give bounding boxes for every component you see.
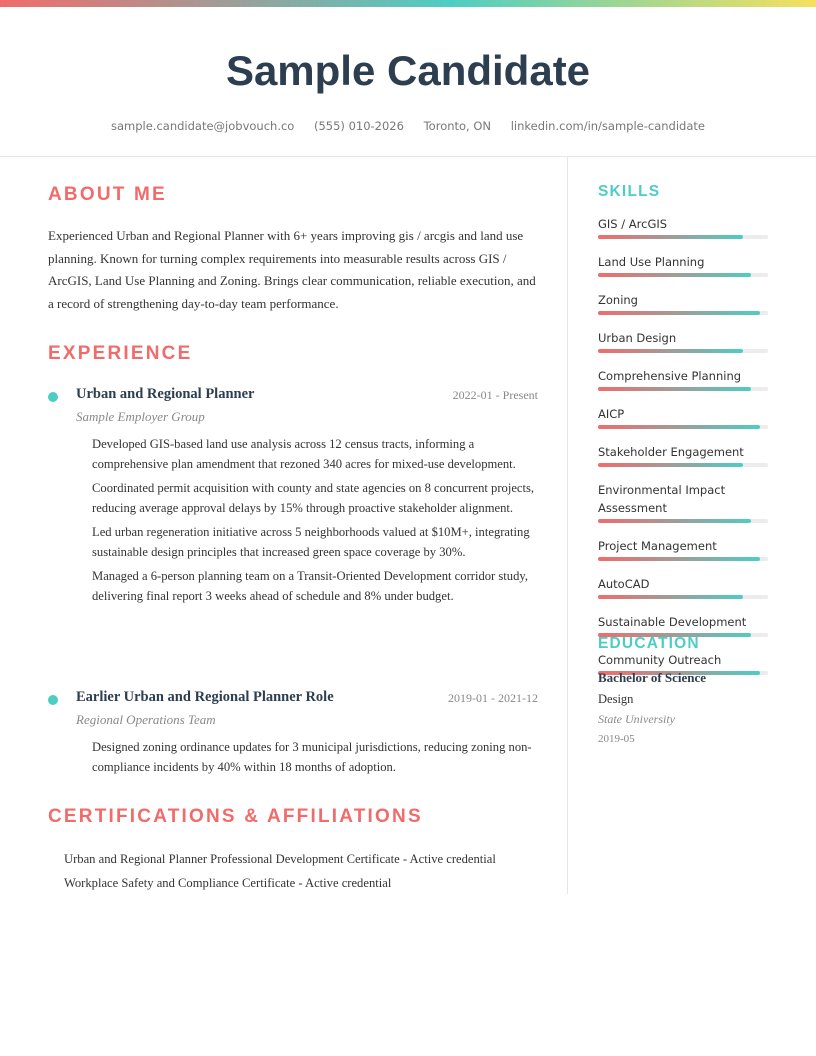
education-entry xyxy=(598,668,768,749)
job-bullets xyxy=(92,434,538,610)
about-heading: ABOUT ME xyxy=(48,184,167,205)
about-text: Experienced Urban and Regional Planner with 6+ years improving gis / arcgis and land use planning. Known for turning complex requirements into measurable results across GIS / ArcGIS, Land Use Planning and Zoning. Brings clear communication, reliable execution, and a record of strengthening day-to-day team performance. xyxy=(48,228,536,311)
job-bullet: Developed GIS-based land use analysis across 12 census tracts, informing a comprehensive plan amendment that rezoned 340 acres for mixed-use development. xyxy=(92,437,516,471)
skill-item xyxy=(598,291,768,315)
resume-header xyxy=(0,7,816,157)
skill-item xyxy=(598,405,768,429)
experience-heading: EXPERIENCE xyxy=(48,343,193,364)
skill-name: AutoCAD xyxy=(598,577,650,591)
job-bullets xyxy=(92,737,538,781)
contact-line xyxy=(0,119,816,133)
skill-name: Zoning xyxy=(598,293,638,307)
skill-level-fill xyxy=(598,311,760,315)
skill-level-fill xyxy=(598,595,743,599)
candidate-name: Sample Candidate xyxy=(225,47,591,94)
job-bullet: Coordinated permit acquisition with county and state agencies on 8 concurrent projects, reducing average approval delays by 15% through proactive stakeholder alignment. xyxy=(92,481,535,515)
skill-name: Environmental Impact Assessment xyxy=(598,483,726,515)
top-accent-bar xyxy=(0,0,816,7)
column-divider xyxy=(567,157,568,894)
job-employer: Regional Operations Team xyxy=(76,712,216,727)
contact-email: sample.candidate@jobvouch.co xyxy=(111,119,295,133)
skill-level-fill xyxy=(598,519,751,523)
skill-level-bar xyxy=(598,311,768,315)
skill-level-bar xyxy=(598,463,768,467)
education-school: State University xyxy=(598,712,675,726)
skill-level-bar xyxy=(598,595,768,599)
job-dates: 2019-01 - 2021-12 xyxy=(448,691,538,705)
skill-level-bar xyxy=(598,519,768,523)
education-heading: EDUCATION xyxy=(598,635,700,652)
skill-level-fill xyxy=(598,463,743,467)
skill-level-bar xyxy=(598,273,768,277)
skill-level-fill xyxy=(598,235,743,239)
skill-item xyxy=(598,329,768,353)
job-bullet: Led urban regeneration initiative across 5 neighborhoods valued at $10M+, integrating sustainable design principles that increased green space coverage by 30%. xyxy=(92,525,530,559)
job-bullet: Designed zoning ordinance updates for 3 municipal jurisdictions, reducing zoning non-compliance incidents by 40% within 18 months of adoption. xyxy=(92,740,532,774)
skill-name: Stakeholder Engagement xyxy=(598,445,744,459)
skill-name: AICP xyxy=(598,407,625,421)
skill-item xyxy=(598,537,768,561)
skill-level-bar xyxy=(598,235,768,239)
certifications-list xyxy=(64,847,538,895)
skill-name: GIS / ArcGIS xyxy=(598,217,668,231)
job-bullet: Managed a 6-person planning team on a Transit-Oriented Development corridor study, delivering final report 3 weeks ahead of schedule and 8% under budget. xyxy=(92,569,529,603)
certification-item: Urban and Regional Planner Professional Development Certificate - Active credential xyxy=(64,852,496,866)
skill-item xyxy=(598,613,768,637)
job-employer: Sample Employer Group xyxy=(76,409,205,424)
skill-item xyxy=(598,481,768,523)
skill-level-bar xyxy=(598,557,768,561)
education-degree: Bachelor of Science xyxy=(598,670,707,685)
skill-item xyxy=(598,575,768,599)
contact-location: Toronto, ON xyxy=(423,119,492,133)
contact-linkedin: linkedin.com/in/sample-candidate xyxy=(510,119,705,133)
timeline-dot xyxy=(48,392,58,402)
skills-list xyxy=(598,215,768,689)
job-dates: 2022-01 - Present xyxy=(452,388,538,402)
skill-name: Urban Design xyxy=(598,331,677,345)
skill-name: Sustainable Development xyxy=(598,615,747,629)
skill-item xyxy=(598,215,768,239)
timeline-dot xyxy=(48,695,58,705)
skill-item xyxy=(598,443,768,467)
skill-name: Comprehensive Planning xyxy=(598,369,742,383)
skills-heading: SKILLS xyxy=(598,183,661,200)
skill-item xyxy=(598,367,768,391)
certification-item: Workplace Safety and Compliance Certificate - Active credential xyxy=(64,876,392,890)
skill-name: Land Use Planning xyxy=(598,255,705,269)
skill-item xyxy=(598,253,768,277)
skill-level-fill xyxy=(598,557,760,561)
contact-phone: (555) 010-2026 xyxy=(314,119,404,133)
certifications-heading: CERTIFICATIONS & AFFILIATIONS xyxy=(48,806,423,827)
skill-name: Community Outreach xyxy=(598,653,722,667)
skill-level-bar xyxy=(598,425,768,429)
job-title: Earlier Urban and Regional Planner Role xyxy=(76,689,334,705)
education-field: Design xyxy=(598,692,634,706)
skill-name: Project Management xyxy=(598,539,717,553)
skill-level-bar xyxy=(598,387,768,391)
skill-level-fill xyxy=(598,349,743,353)
skill-level-fill xyxy=(598,425,760,429)
skill-level-bar xyxy=(598,349,768,353)
skill-level-fill xyxy=(598,387,751,391)
skill-level-fill xyxy=(598,273,751,277)
education-date: 2019-05 xyxy=(598,733,635,745)
job-title: Urban and Regional Planner xyxy=(76,386,255,402)
